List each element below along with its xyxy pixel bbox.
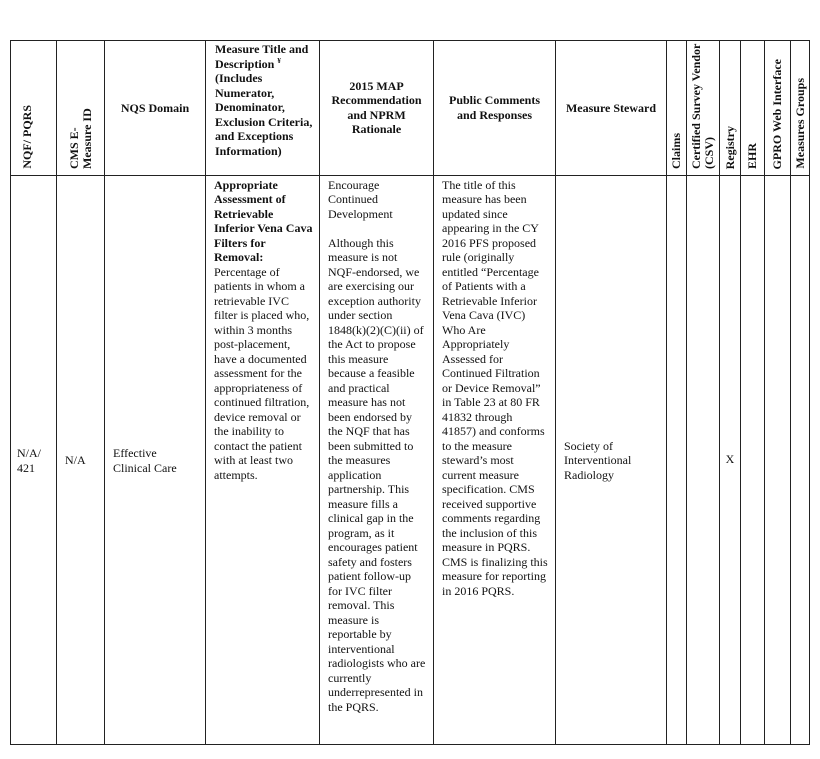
cell-nqf-pqrs: N/A/ 421: [11, 175, 57, 744]
header-measure-title-footnote: ¥: [277, 56, 281, 65]
measure-description-text: Percentage of patients in whom a retrievable IVC filter is placed who, within 3 months post-placement, have a documented assessment for the appropriateness of continued filtration, device removal or the inability to contact the patient with at least two attempts.: [214, 264, 310, 482]
header-measures-groups: Measures Groups: [791, 41, 810, 176]
header-cms-emeasure-id: CMS E-Measure ID: [57, 41, 105, 176]
header-claims: Claims: [667, 41, 687, 176]
header-measure-title-detail: (Includes Numerator, Denominator, Exclusion Criteria, and Exceptions Information): [215, 71, 313, 158]
cell-measure-steward: Society of Interventional Radiology: [556, 175, 667, 744]
measure-title-text: Appropriate Assessment of Retrievable Inferior Vena Cava Filters for Removal:: [214, 177, 313, 264]
map-recommendation-status: Encourage Continued Development: [328, 177, 393, 221]
header-map-recommendation: 2015 MAP Recommendation and NPRM Rationale: [320, 41, 434, 176]
header-gpro-web-interface: GPRO Web Interface: [765, 41, 791, 176]
cell-claims: [667, 175, 687, 744]
paragraph-gap: [328, 221, 427, 236]
cell-nqs-domain: Effective Clinical Care: [105, 175, 206, 744]
header-nqf-pqrs: NQF/ PQRS: [11, 41, 57, 176]
map-recommendation-rationale: Although this measure is not NQF-endorsed, we are exercising our exception authority under section 1848(k)(2)(C)(ii) of the Act to propose this measure because a feasible and practical measure has not been endorsed by the NQF that has been submitted to the measures application partnership. This measure fills a clinical gap in the program, as it encourages patient safety and fosters patient follow-up for IVC filter removal. This measure is reportable by interventional radiologists who are currently underrepresented in the PQRS.: [328, 235, 426, 714]
cell-measures-groups: [791, 175, 810, 744]
cell-csv: [687, 175, 720, 744]
cell-registry: X: [720, 175, 741, 744]
header-csv: Certified Survey Vendor (CSV): [687, 41, 720, 176]
header-row: [11, 41, 810, 176]
header-measure-title: [206, 41, 320, 176]
table-row: [11, 175, 810, 744]
header-public-comments: Public Comments and Responses: [434, 41, 556, 176]
cell-public-comments: The title of this measure has been updated since appearing in the CY 2016 PFS proposed rule (originally entitled “Percentage of Patients with a Retrievable Inferior Vena Cava (IVC) Who Are Appropriately Assessed for Continued Filtration or Device Removal” in Table 23 at 80 FR 41832 through 41857) and conforms to the measure steward’s most current measure specification. CMS received supportive comments regarding the inclusion of this measure in PQRS. CMS is finalizing this measure for reporting in 2016 PQRS.: [434, 175, 556, 744]
header-measure-steward: Measure Steward: [556, 41, 667, 176]
cell-cms-emeasure-id: N/A: [57, 175, 105, 744]
cell-gpro: [765, 175, 791, 744]
header-registry: Registry: [720, 41, 741, 176]
cell-map-recommendation: [320, 175, 434, 744]
header-ehr: EHR: [741, 41, 765, 176]
cell-ehr: [741, 175, 765, 744]
header-measure-title-main: Measure Title and Description: [215, 42, 309, 71]
header-nqs-domain: NQS Domain: [105, 41, 206, 176]
cell-measure-title: [206, 175, 320, 744]
measure-table: [10, 40, 810, 745]
